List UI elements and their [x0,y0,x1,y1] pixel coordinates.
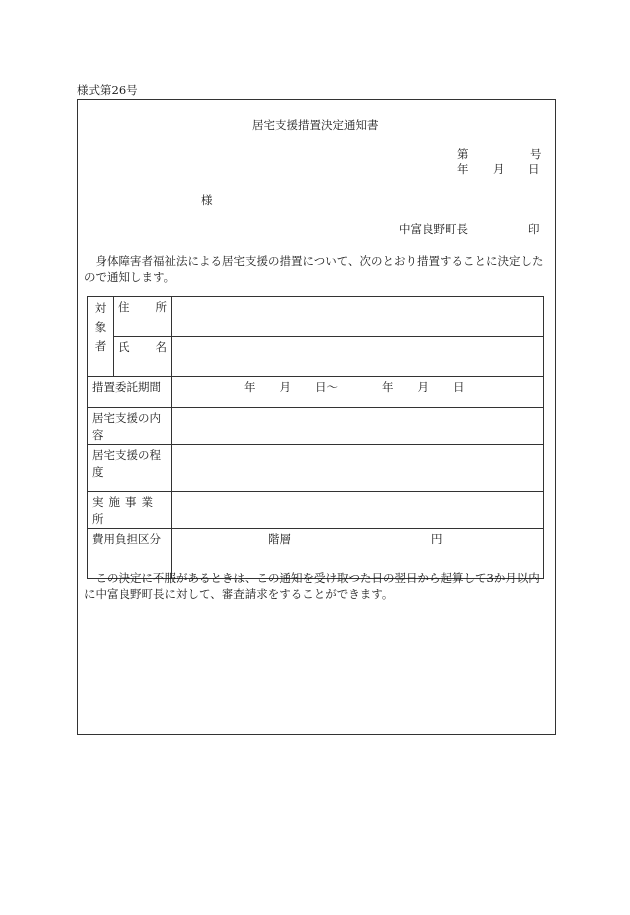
address-label: 住 所 [114,297,172,337]
form-number: 様式第26号 [77,83,138,97]
appeal-paragraph: この決定に不服があるときは、この通知を受け取つた日の翌日から起算して3か月以内に中富良野町長に対して、審査請求をすることができます。 [84,571,540,601]
address-field[interactable] [172,297,544,337]
cost-label: 費用負担区分 [88,529,172,579]
document-title: 居宅支援措置決定通知書 [252,118,379,132]
table-row-address [88,297,544,337]
date-month: 月 [493,162,505,176]
name-field[interactable] [172,337,544,377]
addressee-suffix: 様 [201,193,213,207]
facility-label: 実施事業所 [88,492,172,529]
facility-field[interactable] [172,492,544,529]
degree-label: 居宅支援の程度 [88,445,172,492]
degree-field[interactable] [172,445,544,492]
period-label: 措置委託期間 [88,377,172,408]
table-row-content [88,408,544,445]
content-field[interactable] [172,408,544,445]
decision-table [87,296,544,579]
table-row-degree [88,445,544,492]
number-prefix: 第 [457,147,469,161]
period-field[interactable]: 年 月 日〜 年 月 日 [172,377,544,408]
table-row-period [88,377,544,408]
intro-paragraph: 身体障害者福祉法による居宅支援の措置について、次のとおり措置することに決定したので通知します。 [84,254,544,284]
table-row-name [88,337,544,377]
table-row-facility [88,492,544,529]
cost-field[interactable]: 階層 円 [172,529,544,579]
subject-label: 対 象 者 [88,297,114,377]
number-suffix: 号 [530,147,542,161]
content-label: 居宅支援の内容 [88,408,172,445]
date-day: 日 [528,162,540,176]
name-label: 氏 名 [114,337,172,377]
date-year: 年 [457,162,469,176]
issuer-name: 中富良野町長 [399,222,468,236]
seal-mark: 印 [528,222,540,236]
